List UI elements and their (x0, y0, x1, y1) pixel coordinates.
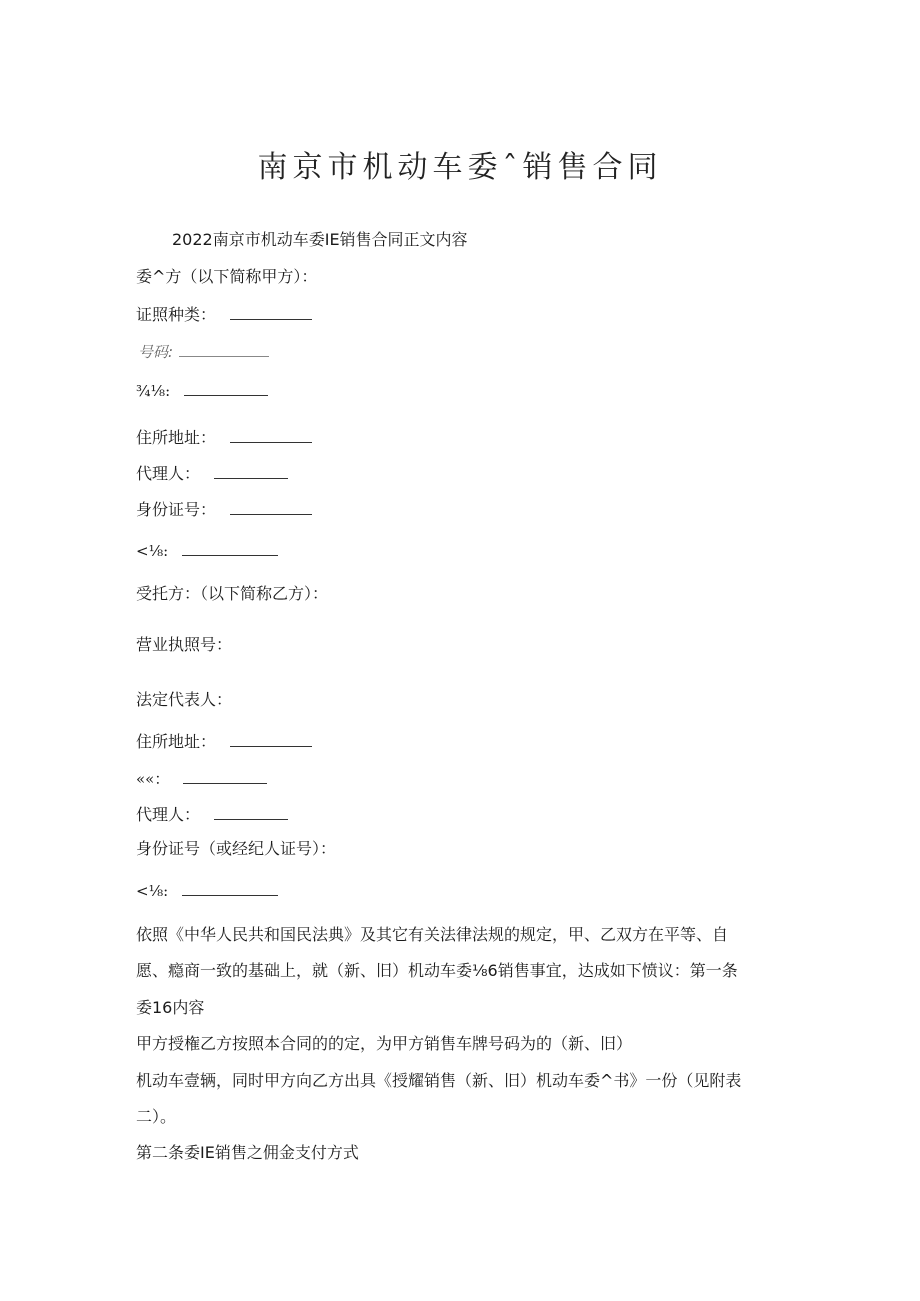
party-b-phone-label: ««： (136, 770, 170, 788)
party-b-phone-row (136, 767, 267, 789)
party-b-phone2-row (136, 879, 278, 901)
party-b-phone2-label: <⅛: (136, 882, 169, 900)
party-a-heading: 委^方（以下简称甲方）： (136, 267, 318, 286)
party-b-phone-blank[interactable] (183, 767, 267, 784)
party-a-address-blank[interactable] (230, 426, 312, 443)
party-a-id-number-row (136, 498, 312, 520)
party-a-number-label: 号码: (138, 343, 174, 361)
party-b-agent-label: 代理人： (136, 805, 201, 824)
party-a-id-type-label: 证照种类： (136, 305, 217, 324)
party-b-license-row (136, 635, 232, 655)
party-a-id-type-blank[interactable] (230, 303, 312, 320)
party-b-heading: 受托方：（以下简称乙方）： (136, 584, 329, 603)
party-a-agent-blank[interactable] (214, 462, 288, 479)
body-para1-line2: 愿、瘾商一致的基础上，就（新、旧）机动车委⅛6销售事宜，达成如下愤议：第一条 (136, 961, 738, 980)
party-a-phone-label: ¾⅛: (136, 382, 171, 400)
party-a-id-number-blank[interactable] (230, 498, 312, 515)
body-para2-line1: 甲方授権乙方按照本合同的的定，为甲方销售车牌号码为的（新、旧） (136, 1034, 633, 1053)
party-b-agent-blank[interactable] (214, 803, 288, 820)
party-b-license-label: 营业执照号： (136, 635, 233, 654)
party-a-phone-blank[interactable] (184, 379, 268, 396)
party-a-id-number-label: 身份证号： (136, 500, 217, 519)
party-b-phone2-blank[interactable] (182, 879, 278, 896)
party-a-number-row (138, 340, 269, 362)
party-b-address-label: 住所地址： (136, 732, 217, 751)
body-para1-line3: 委16内容 (136, 998, 205, 1017)
party-a-agent-label: 代理人： (136, 464, 201, 483)
party-b-address-row (136, 730, 312, 752)
party-a-address-label: 住所地址： (136, 428, 217, 447)
party-a-phone2-blank[interactable] (182, 539, 278, 556)
body-para2-line2: 机动车壹辆，同时甲方向乙方出具《授耀销售（新、旧）机动车委^书》一份（见附表 (136, 1071, 742, 1090)
party-a-number-blank[interactable] (179, 340, 269, 357)
article-2-heading: 第二条委IE销售之佣金支付方式 (136, 1143, 359, 1162)
party-a-phone2-label: <⅛: (136, 542, 169, 560)
party-b-agent-row (136, 803, 288, 825)
intro-line: 2022南京市机动车委IE销售合同正文内容 (172, 230, 468, 249)
party-b-id-number-row (136, 839, 336, 859)
party-b-id-number-label: 身份证号（或经纪人证号）： (136, 839, 337, 858)
party-a-phone-row (136, 379, 268, 401)
party-a-phone2-row (136, 539, 278, 561)
party-b-legal-rep-row (136, 690, 232, 710)
party-a-agent-row (136, 462, 288, 484)
body-para2-line3: 二）。 (136, 1107, 177, 1126)
document-title: 南京市机动车委ˆ销售合同 (257, 150, 663, 185)
party-b-address-blank[interactable] (230, 730, 312, 747)
party-b-legal-rep-label: 法定代表人： (136, 690, 233, 709)
party-a-address-row (136, 426, 312, 448)
party-a-id-type-row (136, 303, 312, 325)
body-para1-line1: 依照《中华人民共和国民法典》及其它有关法律法规的规定，甲、乙双方在平等、自 (136, 925, 729, 944)
